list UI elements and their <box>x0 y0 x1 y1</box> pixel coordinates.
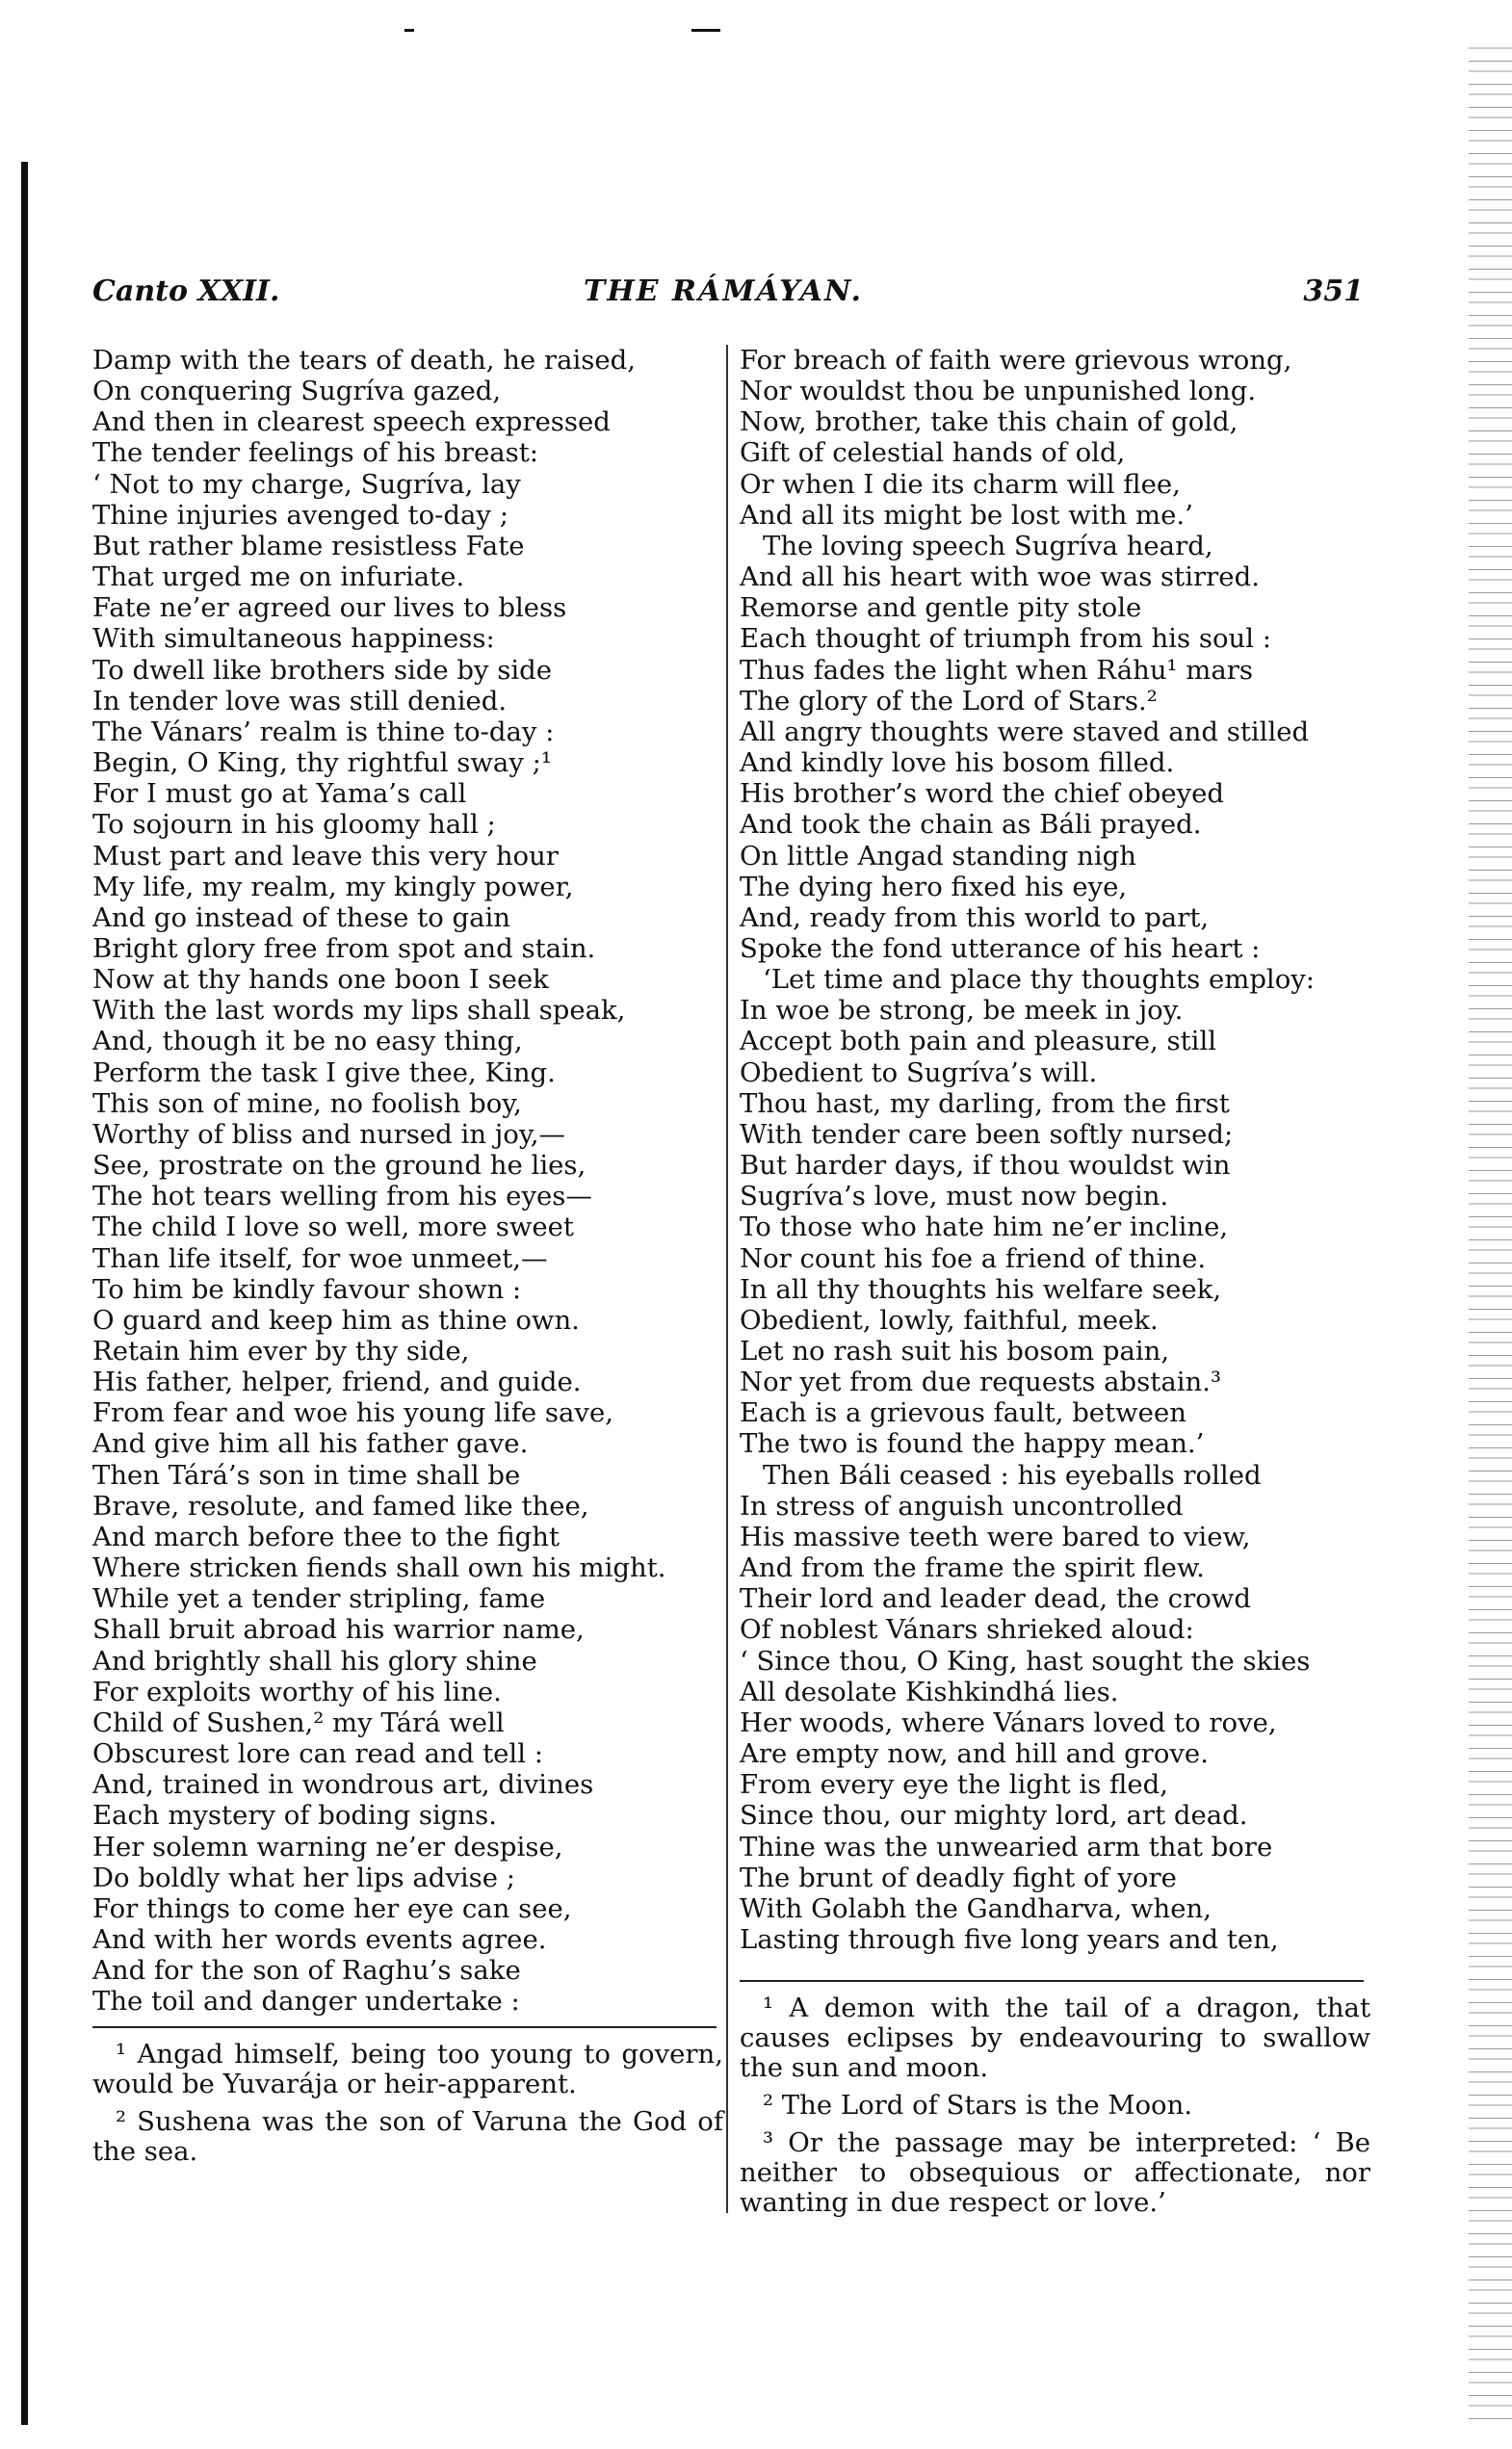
verse-line: Are empty now, and hill and grove. <box>740 1738 1209 1770</box>
verse-line: ‘ Not to my charge, Sugríva, lay <box>92 468 521 500</box>
verse-line: From every eye the light is fled, <box>740 1769 1169 1801</box>
verse-line: Perform the task I give thee, King. <box>92 1056 556 1088</box>
verse-line: With the last words my lips shall speak, <box>92 995 626 1027</box>
verse-line: On little Angad standing nigh <box>740 840 1136 872</box>
verse-line: And from the frame the spirit flew. <box>740 1552 1205 1584</box>
verse-line: His massive teeth were bared to view, <box>740 1521 1251 1552</box>
verse-line: Thus fades the light when Ráhu¹ mars <box>740 654 1254 686</box>
verse-line: To sojourn in his gloomy hall ; <box>92 809 496 841</box>
verse-line: See, prostrate on the ground he lies, <box>92 1150 587 1182</box>
verse-line: Then Báli ceased : his eyeballs rolled <box>763 1459 1262 1491</box>
footnote: ² The Lord of Stars is the Moon. <box>763 2090 1193 2121</box>
verse-line: O guard and keep him as thine own. <box>92 1304 580 1336</box>
verse-line: With Golabh the Gandharva, when, <box>740 1892 1212 1924</box>
verse-line: Than life itself, for woe unmeet,— <box>92 1242 548 1274</box>
verse-line: All desolate Kishkindhá lies. <box>740 1676 1119 1707</box>
verse-line: With simultaneous happiness: <box>92 623 495 655</box>
verse-line: In all thy thoughts his welfare seek, <box>740 1273 1222 1305</box>
right-verse-column <box>740 345 1366 1955</box>
verse-line: Spoke the fond utterance of his heart : <box>740 932 1261 964</box>
verse-line: Since thou, our mighty lord, art dead. <box>740 1800 1248 1832</box>
verse-line: And give him all his father gave. <box>92 1428 529 1460</box>
verse-line: To those who hate him ne’er incline, <box>740 1211 1229 1243</box>
verse-line: And brightly shall his glory shine <box>92 1645 537 1677</box>
verse-line: Her solemn warning ne’er despise, <box>92 1831 563 1863</box>
verse-line: For I must go at Yama’s call <box>92 778 467 810</box>
verse-line: Their lord and leader dead, the crowd <box>740 1583 1251 1615</box>
verse-line: Lasting through five long years and ten, <box>740 1923 1279 1955</box>
verse-line: To him be kindly favour shown : <box>92 1273 522 1305</box>
verse-line: And then in clearest speech expressed <box>92 406 611 438</box>
verse-line: In stress of anguish uncontrolled <box>740 1490 1184 1522</box>
verse-line: The toil and danger undertake : <box>92 1986 520 2018</box>
verse-line: Brave, resolute, and famed like thee, <box>92 1490 589 1522</box>
verse-line: Must part and leave this very hour <box>92 840 559 872</box>
verse-line: And all its might be lost with me.’ <box>740 499 1193 531</box>
footnote-rule-right <box>740 1980 1364 1982</box>
running-header <box>92 274 1364 323</box>
verse-line: And, trained in wondrous art, divines <box>92 1769 594 1801</box>
verse-line: While yet a tender stripling, fame <box>92 1583 546 1615</box>
verse-line: The two is found the happy mean.’ <box>740 1428 1205 1460</box>
verse-line: ‘ Since thou, O King, hast sought the skies <box>740 1645 1311 1677</box>
verse-line: For exploits worthy of his line. <box>92 1676 502 1707</box>
verse-line: In woe be strong, be meek in joy. <box>740 995 1184 1027</box>
verse-line: Each thought of triumph from his soul : <box>740 623 1272 655</box>
verse-line: Each is a grievous fault, between <box>740 1397 1186 1429</box>
verse-line: Accept both pain and pleasure, still <box>740 1026 1217 1057</box>
verse-line: Thine injuries avenged to-day ; <box>92 499 508 531</box>
scan-mark-top-center <box>691 29 720 32</box>
footnote: ¹ Angad himself, being too young to govern, would be Yuvarája or heir-apparent. <box>92 2039 723 2099</box>
verse-line: And, ready from this world to part, <box>740 901 1210 933</box>
verse-line: From fear and woe his young life save, <box>92 1397 613 1429</box>
verse-line: Damp with the tears of death, he raised, <box>92 345 636 376</box>
verse-line: And go instead of these to gain <box>92 901 510 933</box>
verse-line: The glory of the Lord of Stars.² <box>740 685 1158 716</box>
verse-line: Nor wouldst thou be unpunished long. <box>740 376 1257 407</box>
verse-line: Now, brother, take this chain of gold, <box>740 406 1238 438</box>
verse-line: And march before thee to the fight <box>92 1521 560 1552</box>
verse-line: With tender care been softly nursed; <box>740 1118 1234 1150</box>
verse-line: His brother’s word the chief obeyed <box>740 778 1225 810</box>
verse-line: All angry thoughts were staved and stilled <box>740 716 1310 747</box>
verse-line: And all his heart with woe was stirred. <box>740 561 1260 593</box>
verse-line: ‘Let time and place thy thoughts employ: <box>763 964 1316 996</box>
verse-line: Remorse and gentle pity stole <box>740 592 1142 624</box>
verse-line: Now at thy hands one boon I seek <box>92 964 549 996</box>
verse-line: The loving speech Sugríva heard, <box>763 530 1213 561</box>
column-divider <box>726 345 728 2213</box>
verse-line: The hot tears welling from his eyes— <box>92 1181 592 1212</box>
verse-line: Then Tárá’s son in time shall be <box>92 1459 521 1491</box>
footnote: ¹ A demon with the tail of a dragon, that causes eclipses by endeavouring to swallow the sun and moon. <box>740 1993 1370 2083</box>
verse-line: The tender feelings of his breast: <box>92 437 539 469</box>
footnotes-left <box>92 2040 723 2175</box>
verse-line: Thine was the unwearied arm that bore <box>740 1831 1273 1863</box>
verse-line: Worthy of bliss and nursed in joy,— <box>92 1118 565 1150</box>
verse-line: That urged me on infuriate. <box>92 561 465 593</box>
verse-line: Begin, O King, thy rightful sway ;¹ <box>92 747 552 779</box>
verse-line: On conquering Sugríva gazed, <box>92 376 502 407</box>
verse-line: Obscurest lore can read and tell : <box>92 1738 543 1770</box>
verse-line: In tender love was still denied. <box>92 685 508 716</box>
verse-line: Fate ne’er agreed our lives to bless <box>92 592 567 624</box>
page-number: 351 <box>1303 274 1364 308</box>
verse-line: And, though it be no easy thing, <box>92 1026 523 1057</box>
verse-line: But harder days, if thou wouldst win <box>740 1150 1231 1182</box>
footnotes-right <box>740 1993 1370 2226</box>
footnote: ² Sushena was the son of Varuna the God of the sea. <box>92 2106 723 2167</box>
verse-line: Shall bruit abroad his warrior name, <box>92 1614 585 1646</box>
verse-line: Nor count his foe a friend of thine. <box>740 1242 1207 1274</box>
verse-line: His father, helper, friend, and guide. <box>92 1367 582 1398</box>
verse-line: And took the chain as Báli prayed. <box>740 809 1202 841</box>
verse-line: The Vánars’ realm is thine to-day : <box>92 716 555 747</box>
canto-label: Canto XXII. <box>92 274 280 308</box>
verse-line: Or when I die its charm will flee, <box>740 468 1181 500</box>
footnote-rule-left <box>92 2026 717 2028</box>
verse-line: This son of mine, no foolish boy, <box>92 1087 522 1119</box>
verse-line: Nor yet from due requests abstain.³ <box>740 1367 1221 1398</box>
verse-line: The dying hero fixed his eye, <box>740 871 1128 902</box>
verse-line: Obedient, lowly, faithful, meek. <box>740 1304 1159 1336</box>
verse-line: And with her words events agree. <box>92 1923 547 1955</box>
binding-edge-shadow <box>1469 39 1512 2427</box>
verse-line: Gift of celestial hands of old, <box>740 437 1126 469</box>
verse-line: Of noblest Vánars shrieked aloud: <box>740 1614 1194 1646</box>
verse-line: Sugríva’s love, must now begin. <box>740 1181 1169 1212</box>
left-verse-column <box>92 345 718 2017</box>
verse-line: Thou hast, my darling, from the first <box>740 1087 1230 1119</box>
scan-mark-top-left <box>404 29 414 32</box>
verse-line: My life, my realm, my kingly power, <box>92 871 574 902</box>
book-title: THE RÁMÁYAN. <box>584 274 863 308</box>
verse-line: Do boldly what her lips advise ; <box>92 1862 516 1893</box>
verse-line: Obedient to Sugríva’s will. <box>740 1056 1098 1088</box>
verse-line: To dwell like brothers side by side <box>92 654 553 686</box>
verse-line: Where stricken fiends shall own his might. <box>92 1552 666 1584</box>
verse-line: Let no rash suit his bosom pain, <box>740 1336 1170 1367</box>
verse-line: The child I love so well, more sweet <box>92 1211 574 1243</box>
verse-line: For breach of faith were grievous wrong, <box>740 345 1292 376</box>
verse-line: But rather blame resistless Fate <box>92 530 525 561</box>
verse-line: And kindly love his bosom filled. <box>740 747 1175 779</box>
verse-line: Retain him ever by thy side, <box>92 1336 470 1367</box>
verse-line: Bright glory free from spot and stain. <box>92 932 596 964</box>
verse-line: And for the son of Raghu’s sake <box>92 1955 521 1987</box>
scan-edge-mark-left <box>21 162 28 2425</box>
verse-line: For things to come her eye can see, <box>92 1892 572 1924</box>
verse-line: Each mystery of boding signs. <box>92 1800 497 1832</box>
footnote: ³ Or the passage may be interpreted: ‘ Be neither to obsequious or affectionate, nor wanting in due respect or love.’ <box>740 2127 1370 2218</box>
verse-line: Her woods, where Vánars loved to rove, <box>740 1706 1277 1738</box>
verse-line: The brunt of deadly fight of yore <box>740 1862 1177 1893</box>
verse-line: Child of Sushen,² my Tárá well <box>92 1706 505 1738</box>
